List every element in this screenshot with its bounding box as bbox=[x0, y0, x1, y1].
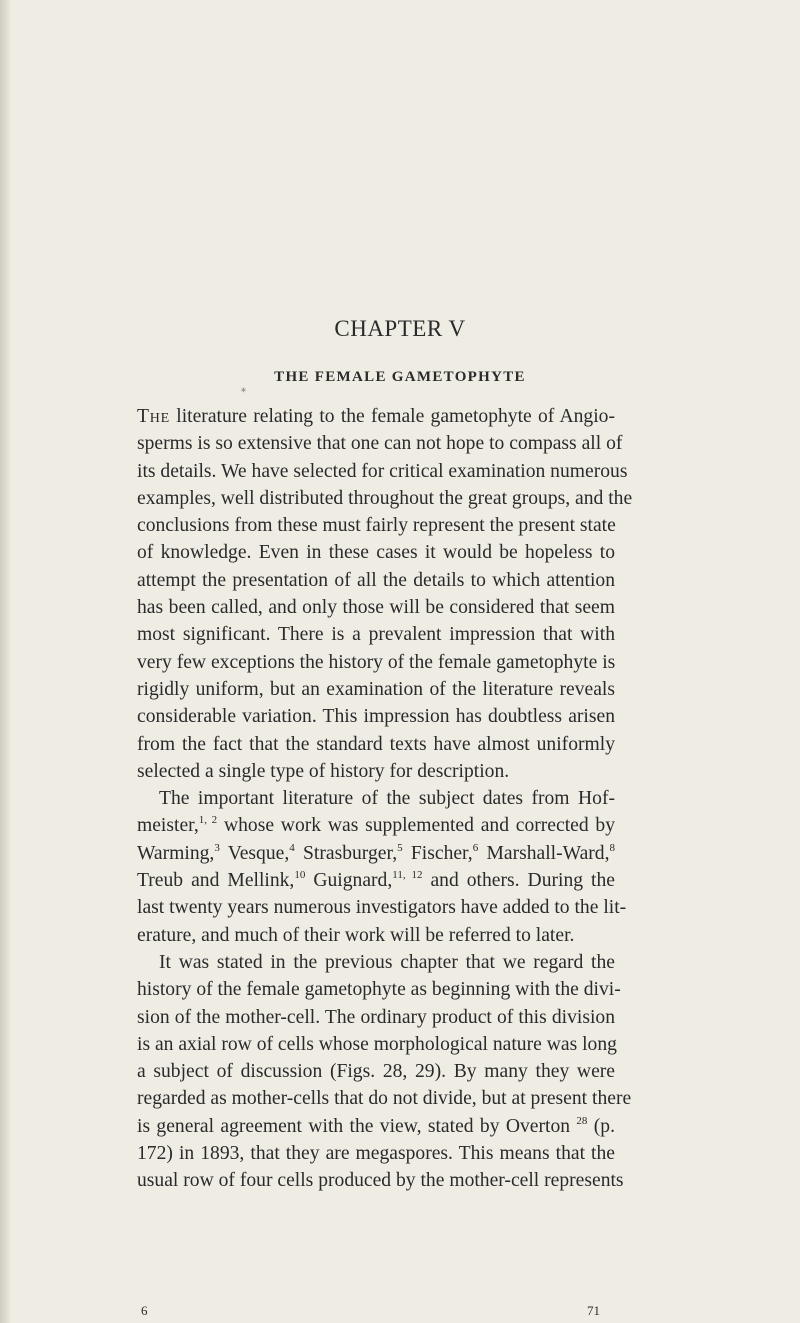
printer-mark: * bbox=[241, 387, 246, 398]
text-line: usual row of four cells produced by the mother-cell represents bbox=[137, 1170, 624, 1192]
text-line: conclusions from these must fairly represent the present state bbox=[137, 515, 616, 537]
footnote-ref: 5 bbox=[397, 841, 403, 854]
footnote-ref: 3 bbox=[214, 841, 220, 854]
text-line: is an axial row of cells whose morphological nature was long bbox=[137, 1033, 617, 1055]
footnote-ref: 11, 12 bbox=[392, 869, 423, 882]
text-line: erature, and much of their work will be referred to later. bbox=[137, 924, 575, 946]
text-line: last twenty years numerous investigators have added to the lit- bbox=[137, 897, 627, 919]
text-line: very few exceptions the history of the female gametophyte is bbox=[137, 651, 616, 673]
body-text bbox=[137, 403, 633, 1195]
section-title: THE FEMALE GAMETOPHYTE bbox=[274, 369, 526, 385]
text-line: history of the female gametophyte as beginning with the divi- bbox=[137, 979, 621, 1001]
text-line: sion of the mother-cell. The ordinary product of this division bbox=[137, 1006, 615, 1028]
footnote-ref: 10 bbox=[294, 869, 306, 882]
text-line: rigidly uniform, but an examination of the literature reveals bbox=[137, 678, 615, 700]
text-line: Treub and Mellink,$^{10}$ Guignard,$^{11, 12}$ and others. During the bbox=[137, 869, 615, 892]
signature-mark: 6 bbox=[141, 1303, 148, 1318]
text-line: attempt the presentation of all the details to which attention bbox=[137, 569, 615, 591]
text-line: Warming,$^3$ Vesque,$^4$ Strasburger,$^5$ Fischer,$^6$ Marshall-Ward,$^8$ bbox=[137, 841, 615, 864]
lead-word: The bbox=[137, 406, 171, 427]
footnote-ref: 8 bbox=[609, 841, 615, 854]
chapter-heading: CHAPTER V bbox=[334, 316, 466, 341]
footnote-ref: 1, 2 bbox=[198, 814, 218, 827]
text-line: is general agreement with the view, stated by Overton $^{28}$ (p. bbox=[137, 1114, 615, 1137]
footnote-ref: 4 bbox=[289, 841, 295, 854]
text-line: has been called, and only those will be considered that seem bbox=[137, 597, 615, 619]
text-line: It was stated in the previous chapter that we regard the bbox=[159, 951, 615, 973]
text-line: 172) in 1893, that they are megaspores. This means that the bbox=[137, 1143, 615, 1165]
text-line: a subject of discussion (Figs. 28, 29). By many they were bbox=[137, 1061, 615, 1083]
text-line: regarded as mother-cells that do not divide, but at present there bbox=[137, 1088, 632, 1110]
text-line: The important literature of the subject dates from Hof- bbox=[159, 788, 615, 810]
text-line: sperms is so extensive that one can not hope to compass all of bbox=[137, 433, 623, 455]
text-line: The literature relating to the female gametophyte of Angio- bbox=[137, 406, 615, 427]
text-line: from the fact that the standard texts have almost uniformly bbox=[137, 733, 615, 755]
text-line: examples, well distributed throughout the great groups, and the bbox=[137, 487, 633, 509]
text-line: meister,$^{1, 2}$ whose work was supplemented and corrected by bbox=[137, 814, 616, 837]
page-gutter-edge bbox=[0, 0, 10, 1323]
text-line: its details. We have selected for critical examination numerous bbox=[137, 460, 628, 482]
footnote-ref: 6 bbox=[472, 841, 479, 854]
text-line: of knowledge. Even in these cases it would be hopeless to bbox=[137, 542, 615, 564]
text-line: selected a single type of history for description. bbox=[137, 760, 510, 782]
page-number: 71 bbox=[587, 1303, 600, 1318]
text-line: most significant. There is a prevalent impression that with bbox=[137, 624, 615, 646]
footnote-ref: 28 bbox=[576, 1114, 588, 1127]
text-line: considerable variation. This impression has doubtless arisen bbox=[137, 706, 615, 728]
